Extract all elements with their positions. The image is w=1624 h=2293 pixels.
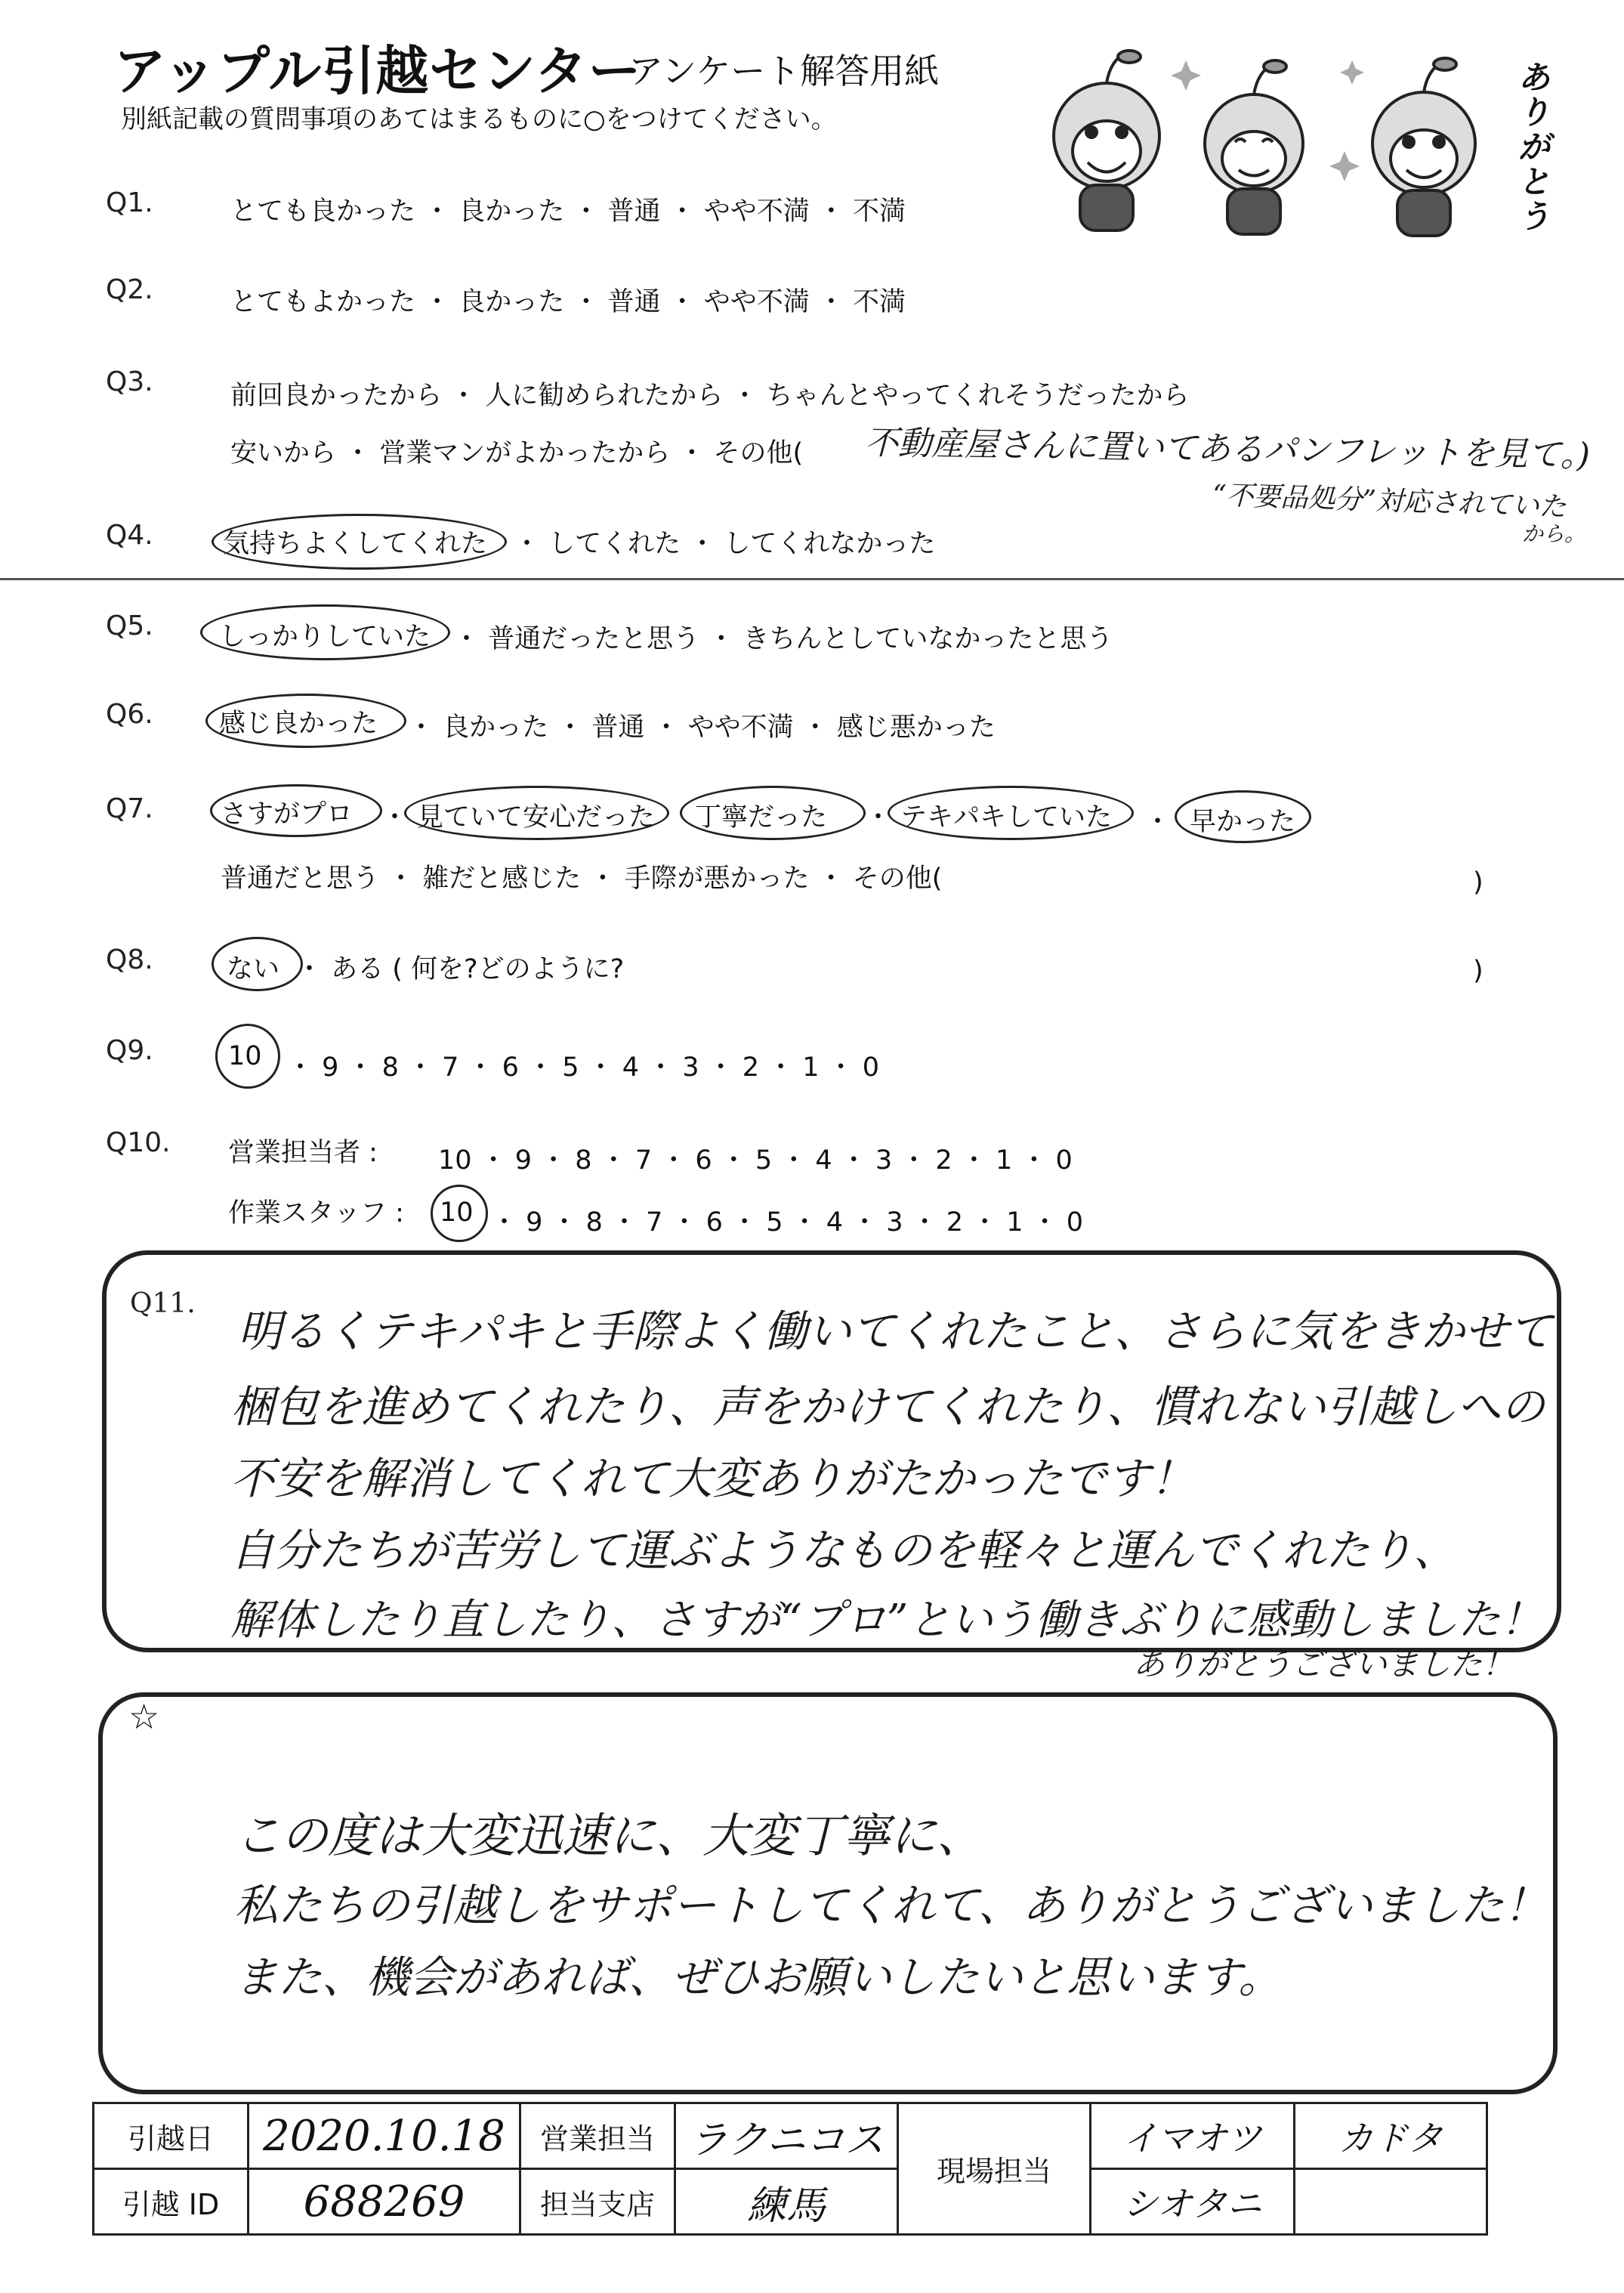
q3-handwritten-other: 不動産屋さんに置いてあるパンフレットを見て。)	[864, 423, 1591, 475]
q3-handwritten-note: “不要品処分”対応されていた	[1212, 479, 1567, 524]
site-staff-label: 現場担当	[898, 2103, 1091, 2235]
selection-circle	[404, 786, 669, 840]
q7-option-selected-3: 丁寧だった	[695, 802, 828, 833]
form-title: アンケート解答用紙	[628, 51, 940, 91]
star-comment-line: 私たちの引越しをサポートしてくれて、ありがとうございました！	[234, 1880, 1548, 1931]
separator: ・	[865, 802, 892, 833]
q11-comment-line: ありがとうございました！	[1133, 1646, 1514, 1683]
star-comment-line: また、機会があれば、ぜひお願いしたいと思います。	[234, 1952, 1283, 2003]
q5-label: Q5.	[106, 610, 153, 641]
q4-option-selected: 気持ちよくしてくれた	[223, 529, 488, 559]
q2-label: Q2.	[106, 274, 153, 305]
q1-options: とても良かった ・ 良かった ・ 普通 ・ やや不満 ・ 不満	[230, 196, 906, 227]
branch-label: 担当支店	[520, 2169, 675, 2235]
q10-label: Q10.	[106, 1127, 171, 1158]
q7-label: Q7.	[106, 793, 153, 824]
q6-label: Q6.	[106, 699, 153, 730]
q7-option-selected-5: 早かった	[1190, 807, 1296, 837]
q10-staff-scale: ・ 9 ・ 8 ・ 7 ・ 6 ・ 5 ・ 4 ・ 3 ・ 2 ・ 1 ・ 0	[491, 1207, 1084, 1238]
q7-option-selected-2: 見ていて安心だった	[417, 802, 656, 833]
selection-circle	[680, 786, 866, 840]
selection-circle	[215, 1024, 280, 1089]
q2-options: とてもよかった ・ 良かった ・ 普通 ・ やや不満 ・ 不満	[230, 287, 906, 317]
empty-cell	[1295, 2169, 1487, 2235]
selection-circle	[211, 937, 303, 991]
site-staff-3: シオタニ	[1091, 2169, 1295, 2235]
instruction-text: 別紙記載の質問事項のあてはまるものに○をつけてください。	[121, 104, 837, 134]
move-date-value: 2020.10.18	[249, 2103, 520, 2169]
monkey-icon	[1372, 58, 1475, 236]
q8-option-selected: ない	[227, 954, 280, 984]
thanks-vertical-text: ありがとう	[1518, 59, 1551, 235]
q11-comment-line: 梱包を進めてくれたり、声をかけてくれたり、慣れない引越しへの	[230, 1381, 1545, 1432]
q5-option-selected: しっかりしていた	[219, 622, 431, 652]
q9-label: Q9.	[106, 1035, 153, 1066]
q4-label: Q4.	[106, 520, 153, 551]
q10-sales-scale: 10 ・ 9 ・ 8 ・ 7 ・ 6 ・ 5 ・ 4 ・ 3 ・ 2 ・ 1 ・ 0	[438, 1145, 1073, 1176]
selection-circle	[888, 786, 1134, 840]
q10-staff-label: 作業スタッフ :	[228, 1198, 404, 1228]
q3-handwritten-note-end: から。	[1522, 521, 1586, 546]
selection-circle	[205, 694, 406, 748]
selection-circle	[431, 1185, 488, 1242]
selection-circle	[1175, 790, 1311, 843]
q3-options-line1: 前回良かったから ・ 人に勧められたから ・ ちゃんとやってくれそうだったから	[230, 381, 1190, 411]
move-date-label: 引越日	[94, 2103, 249, 2169]
q11-comment-line: 不安を解消してくれて大変ありがたかったです！	[230, 1453, 1195, 1504]
branch-value: 練馬	[675, 2169, 898, 2235]
q7-close-paren: )	[1473, 867, 1484, 898]
move-id-label: 引越 ID	[94, 2169, 249, 2235]
site-staff-2: カドタ	[1295, 2103, 1487, 2169]
q11-comment-line: 明るくテキパキと手際よく働いてくれたこと、さらに気をきかせて	[238, 1306, 1553, 1357]
site-staff-1: イマオツ	[1091, 2103, 1295, 2169]
move-info-table	[92, 2102, 1488, 2236]
move-id-value: 688269	[249, 2169, 520, 2235]
section-divider	[0, 578, 1624, 580]
sales-value: ラクニコス	[675, 2103, 898, 2169]
q1-label: Q1.	[106, 187, 153, 218]
sales-label: 営業担当	[520, 2103, 675, 2169]
q3-options-line2: 安いから ・ 営業マンがよかったから ・ その他(	[230, 438, 804, 468]
monkey-icon	[1054, 51, 1159, 230]
q6-options-rest: ・ 良かった ・ 普通 ・ やや不満 ・ 感じ悪かった	[408, 712, 996, 743]
q5-options-rest: ・ 普通だったと思う ・ きちんとしていなかったと思う	[453, 624, 1113, 654]
q8-options-rest: ・ ある ( 何を?どのように?	[296, 954, 625, 984]
q11-comment-line: 自分たちが苦労して運ぶようなものを軽々と運んでくれたり、	[230, 1525, 1458, 1576]
monkey-icon	[1205, 60, 1303, 234]
q8-label: Q8.	[106, 944, 153, 975]
q7-option-selected-4: テキパキしていた	[900, 802, 1113, 833]
q9-option-selected: 10	[228, 1041, 262, 1071]
q9-options-rest: ・ 9 ・ 8 ・ 7 ・ 6 ・ 5 ・ 4 ・ 3 ・ 2 ・ 1 ・ 0	[287, 1052, 880, 1083]
q11-label: Q11.	[130, 1288, 196, 1319]
company-name: アップル引越センター	[113, 40, 642, 102]
star-label: ☆	[128, 1696, 160, 1737]
selection-circle	[200, 604, 450, 660]
selection-circle	[211, 514, 507, 570]
q11-comment-line: 解体したり直したり、さすが“プロ”という働きぶりに感動しました！	[230, 1596, 1543, 1645]
separator: ・	[381, 802, 409, 833]
q8-close-paren: )	[1473, 956, 1484, 986]
q7-option-selected-1: さすがプロ	[221, 799, 354, 830]
q3-label: Q3.	[106, 366, 153, 397]
separator: ・	[1144, 807, 1172, 837]
selection-circle	[210, 784, 382, 837]
star-comment-line: この度は大変迅速に、大変丁寧に、	[234, 1808, 984, 1863]
q10-staff-selected: 10	[440, 1197, 474, 1228]
q7-options-line2: 普通だと思う ・ 雑だと感じた ・ 手際が悪かった ・ その他(	[221, 864, 943, 894]
q10-sales-label: 営業担当者 :	[228, 1138, 378, 1168]
q4-options-rest: ・ してくれた ・ してくれなかった	[514, 529, 936, 559]
q6-option-selected: 感じ良かった	[219, 709, 378, 739]
